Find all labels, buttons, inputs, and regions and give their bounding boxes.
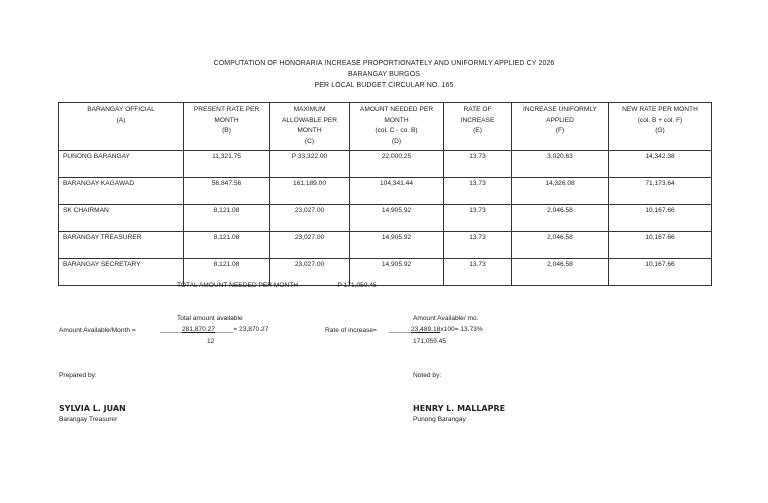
amount-available-caption: Amount Available/ mo. (413, 315, 479, 322)
amount-available-label: Amount Available/Month = (59, 327, 136, 334)
total-available-caption: Total amount available (177, 315, 243, 322)
prepared-by-name: SYLVIA L. JUAN (59, 404, 126, 413)
amount-needed-cell: 22,000.25 (350, 151, 444, 178)
maximum-allowable-cell: 23,027.00 (270, 259, 350, 286)
amount-needed-cell: 14,905.92 (350, 259, 444, 286)
new-rate-cell: 10,167.66 (609, 259, 712, 286)
monthly-available-value: 23,489.18 (411, 326, 441, 333)
increase-applied-cell: 3,020.63 (512, 151, 609, 178)
maximum-allowable-cell: 23,027.00 (270, 205, 350, 232)
rate-of-increase-label: Rate of increase= (325, 327, 377, 334)
maximum-allowable-cell: 161,189.00 (270, 178, 350, 205)
total-available-value: 281,870.27 (182, 326, 216, 333)
months-divisor: 12 (207, 338, 215, 345)
official-cell: BARANGAY TREASURER (59, 232, 184, 259)
noted-by-label: Noted by: (413, 372, 442, 379)
formula-result: x100= 13.73% (440, 326, 483, 333)
present-rate-cell: 56,847.56 (184, 178, 270, 205)
honoraria-table (58, 102, 712, 286)
rate-of-increase-cell: 13.73 (444, 151, 512, 178)
table-row (59, 205, 712, 232)
official-cell: SK CHAIRMAN (59, 205, 184, 232)
amount-needed-cell: 104,341.44 (350, 178, 444, 205)
column-header-new-rate: NEW RATE PER MONTH (col. B + col. F) (G) (609, 103, 712, 151)
table-row (59, 151, 712, 178)
new-rate-cell: 71,173.64 (609, 178, 712, 205)
maximum-allowable-cell: 23,027.00 (270, 232, 350, 259)
present-rate-cell: 8,121.08 (184, 232, 270, 259)
noted-by-title: Punong Barangay (413, 416, 466, 423)
new-rate-cell: 10,167.66 (609, 205, 712, 232)
increase-applied-cell: 2,046.58 (512, 232, 609, 259)
column-header-rate-of-increase: RATE OF INCREASE (E) (444, 103, 512, 151)
barangay-name: BARANGAY BURGOS (347, 71, 421, 78)
table-row (59, 178, 712, 205)
new-rate-cell: 14,342.38 (609, 151, 712, 178)
maximum-allowable-cell: P 33,322.00 (270, 151, 350, 178)
official-cell: BARANGAY SECRETARY (59, 259, 184, 286)
table-header-row (59, 103, 712, 151)
column-header-official: BARANGAY OFFICIAL (A) (59, 103, 184, 151)
present-rate-cell: 11,321.75 (184, 151, 270, 178)
column-header-present-rate: PRESENT RATE PER MONTH (B) (184, 103, 270, 151)
official-cell: BARANGAY KAGAWAD (59, 178, 184, 205)
rate-of-increase-cell: 13.73 (444, 259, 512, 286)
increase-applied-cell: 14,326.08 (512, 178, 609, 205)
rate-of-increase-cell: 13.73 (444, 178, 512, 205)
amount-needed-cell: 14,905.92 (350, 205, 444, 232)
new-rate-cell: 10,167.66 (609, 232, 712, 259)
column-header-maximum-allowable: MAXIMUM ALLOWABLE PER MONTH (C) (270, 103, 350, 151)
increase-applied-cell: 2,046.58 (512, 205, 609, 232)
amount-available-formula (160, 326, 268, 333)
formula-prefix: ______ (389, 326, 412, 333)
amount-needed-cell: 14,905.92 (350, 232, 444, 259)
column-header-increase-applied: INCREASE UNIFORMLY APPLIED (F) (512, 103, 609, 151)
present-rate-cell: 8,121.08 (184, 259, 270, 286)
total-amount-needed: TOTAL AMOUNT NEEDED PER MONTH------------------P 171,059.45 (177, 282, 377, 289)
formula-prefix: ______ (160, 326, 183, 333)
rate-of-increase-cell: 13.73 (444, 205, 512, 232)
column-header-amount-needed: AMOUNT NEEDED PER MONTH (col. C - co. B) (D) (350, 103, 444, 151)
table-row (59, 232, 712, 259)
circular-reference: PER LOCAL BUDGET CIRCULAR NO. 165 (314, 82, 454, 89)
increase-applied-cell: 2,046.58 (512, 259, 609, 286)
official-cell: PUNONG BARANGAY (59, 151, 184, 178)
prepared-by-label: Prepared by: (59, 372, 97, 379)
present-rate-cell: 8,121.08 (184, 205, 270, 232)
total-needed-divisor: 171,059.45 (413, 338, 447, 345)
rate-of-increase-formula (389, 326, 483, 333)
document-title: COMPUTATION OF HONORARIA INCREASE PROPORTIONATELY AND UNIFORMLY APPLIED CY 2026 (213, 60, 555, 67)
rate-of-increase-cell: 13.73 (444, 232, 512, 259)
formula-result: _____= 23,870.27 (215, 326, 269, 333)
prepared-by-title: Barangay Treasurer (59, 416, 118, 423)
noted-by-name: HENRY L. MALLAPRE (413, 404, 506, 413)
table-row (59, 259, 712, 286)
